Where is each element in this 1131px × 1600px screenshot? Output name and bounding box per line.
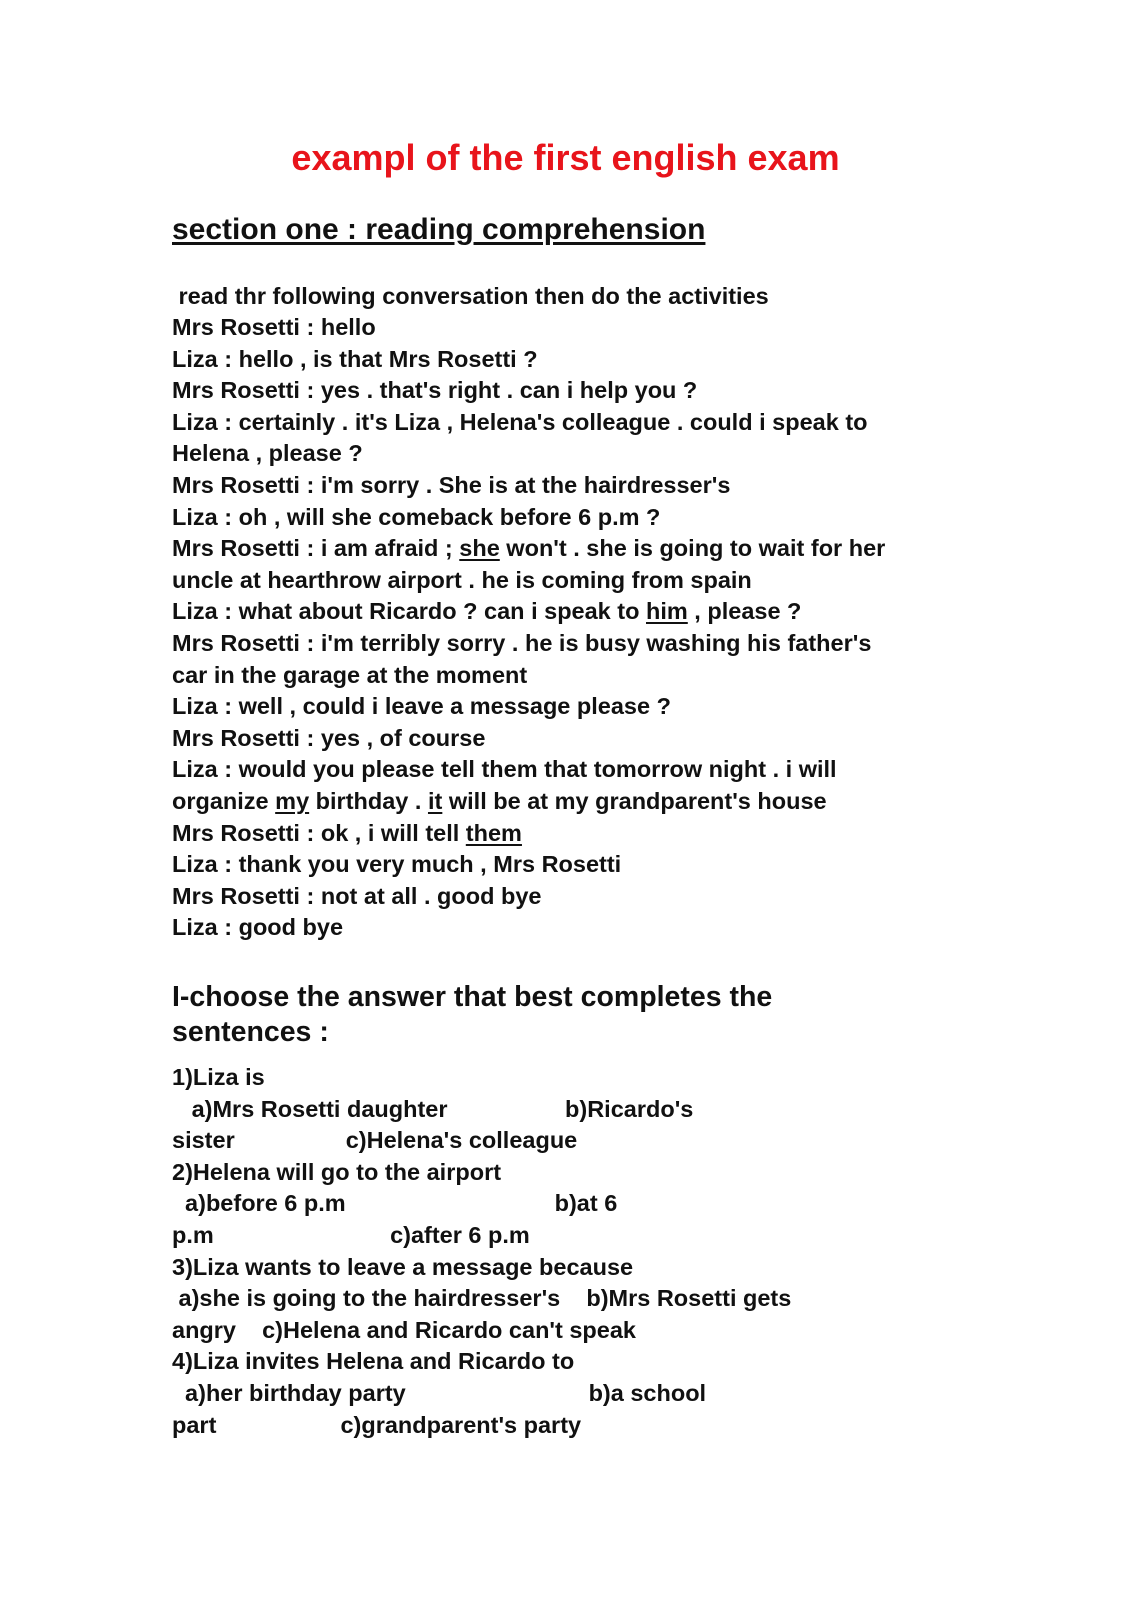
conversation-line	[172, 470, 972, 502]
question-line: a)her birthday party b)a school	[172, 1379, 707, 1406]
line-text: won't . she is going to wait for her	[499, 535, 886, 562]
conversation-line	[172, 312, 972, 344]
conversation-line	[172, 596, 972, 628]
instruction-line: I-choose the answer that best completes the	[172, 981, 773, 1013]
line-text: Mrs Rosetti : yes . that's right . can i help you ?	[172, 377, 698, 404]
line-text: birthday .	[309, 787, 428, 814]
question-line: part c)grandparent's party	[172, 1411, 582, 1438]
question-line: p.m c)after 6 p.m	[172, 1221, 530, 1248]
intro-text: read thr following conversation then do the activities	[172, 283, 769, 309]
conversation-line	[172, 818, 972, 850]
conversation-line	[172, 344, 972, 376]
conversation	[172, 312, 972, 944]
line-text: , please ?	[687, 598, 802, 625]
question-line: 2)Helena will go to the airport	[172, 1158, 502, 1185]
conversation-line	[172, 438, 972, 470]
line-text: Liza : would you please tell them that tomorrow night . i will	[172, 756, 837, 783]
line-text: Liza : well , could i leave a message please ?	[172, 693, 671, 720]
question-line: a)she is going to the hairdresser's b)Mrs Rosetti gets	[172, 1285, 792, 1312]
line-text: Liza : certainly . it's Liza , Helena's colleague . could i speak to	[172, 408, 868, 435]
line-text: Liza : oh , will she comeback before 6 p.m ?	[172, 503, 661, 530]
line-text: organize	[172, 787, 276, 814]
line-text: Liza : what about Ricardo ? can i speak to	[172, 598, 646, 625]
conversation-line	[172, 565, 972, 597]
line-text: Mrs Rosetti : yes , of course	[172, 724, 486, 751]
line-text: Mrs Rosetti : hello	[172, 314, 376, 340]
section-heading: section one : reading comprehension	[172, 213, 706, 246]
conversation-line	[172, 628, 972, 660]
question-line: 1)Liza is	[172, 1064, 265, 1090]
conversation-line	[172, 691, 972, 723]
conversation-line	[172, 502, 972, 534]
line-text: will be at my grandparent's house	[442, 787, 827, 814]
line-text: Liza : good bye	[172, 914, 344, 941]
conversation-line	[172, 660, 972, 692]
question-line: 3)Liza wants to leave a message because	[172, 1253, 634, 1280]
conversation-line	[172, 533, 972, 565]
question-line: 4)Liza invites Helena and Ricardo to	[172, 1348, 575, 1375]
conversation-line	[172, 375, 972, 407]
instruction-line: sentences :	[172, 1016, 329, 1048]
line-text: Mrs Rosetti : i'm terribly sorry . he is busy washing his father's	[172, 629, 872, 656]
conversation-line	[172, 786, 972, 818]
question-line: angry c)Helena and Ricardo can't speak	[172, 1316, 636, 1343]
activity-instruction	[172, 980, 972, 1050]
question-line: sister c)Helena's colleague	[172, 1127, 578, 1154]
underlined-word: him	[646, 598, 688, 625]
underlined-word: it	[427, 787, 443, 814]
questions	[172, 1062, 972, 1441]
line-text: car in the garage at the moment	[172, 661, 528, 688]
underlined-word: my	[275, 787, 310, 814]
conversation-line	[172, 849, 972, 881]
line-text: Mrs Rosetti : not at all . good bye	[172, 882, 542, 909]
conversation-line	[172, 912, 972, 944]
conversation-line	[172, 723, 972, 755]
line-text: Mrs Rosetti : ok , i will tell	[172, 819, 466, 846]
underlined-word: them	[465, 819, 522, 846]
line-text: Helena , please ?	[172, 440, 363, 467]
conversation-line	[172, 881, 972, 913]
conversation-line	[172, 754, 972, 786]
question-line: a)Mrs Rosetti daughter b)Ricardo's	[172, 1095, 694, 1122]
line-text: uncle at hearthrow airport . he is coming from spain	[172, 566, 752, 593]
question-line: a)before 6 p.m b)at 6	[172, 1190, 618, 1217]
underlined-word: she	[459, 535, 500, 562]
document-title: exampl of the first english exam	[291, 137, 840, 178]
line-text: Mrs Rosetti : i'm sorry . She is at the hairdresser's	[172, 471, 731, 498]
line-text: Liza : thank you very much , Mrs Rosetti	[172, 851, 622, 878]
line-text: Mrs Rosetti : i am afraid ;	[172, 535, 460, 562]
conversation-line	[172, 407, 972, 439]
line-text: Liza : hello , is that Mrs Rosetti ?	[172, 345, 538, 372]
